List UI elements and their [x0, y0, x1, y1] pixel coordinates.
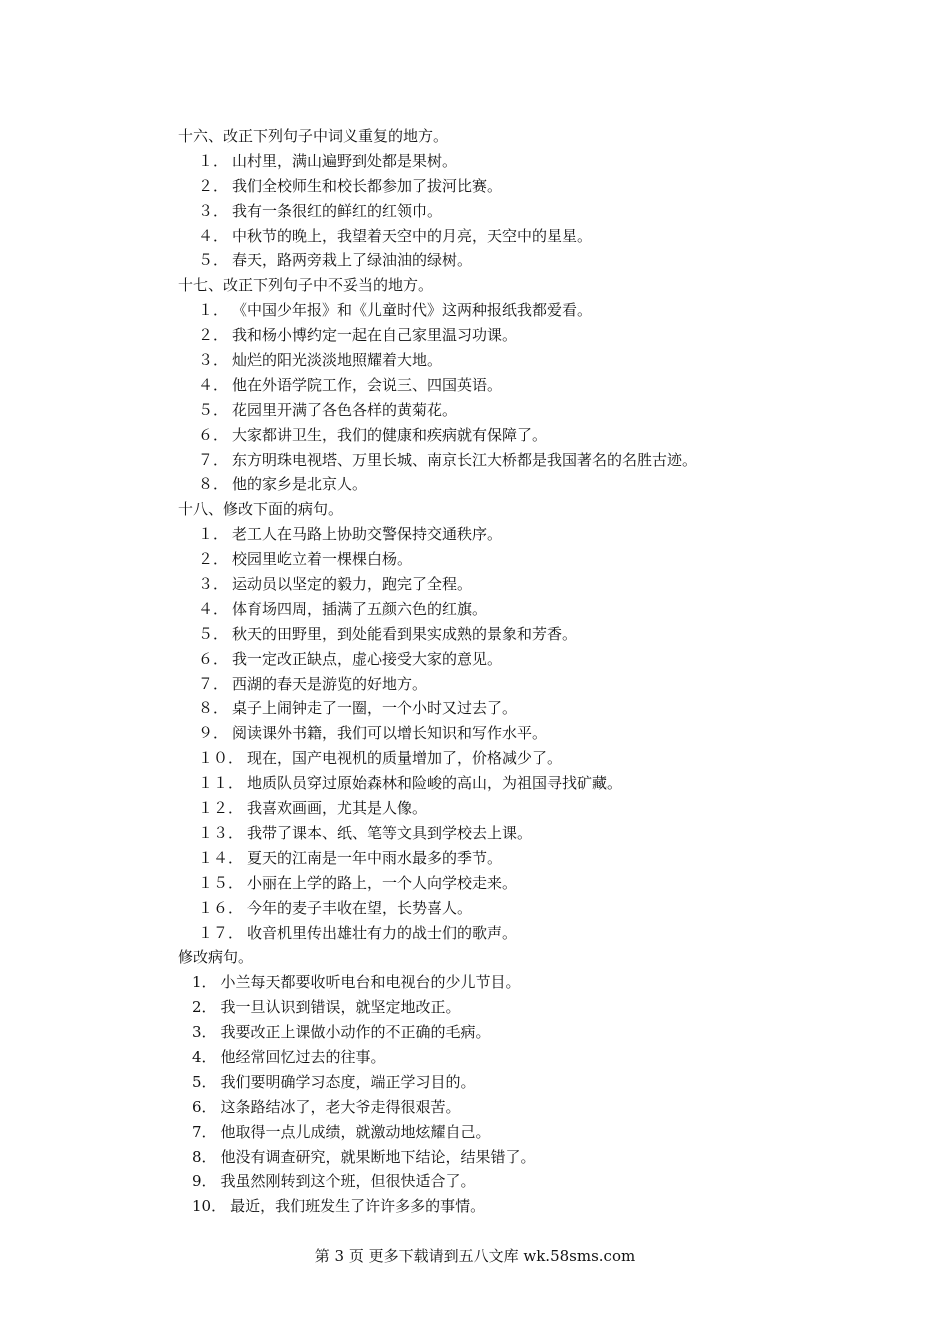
list-item: [178, 1145, 878, 1170]
list-item: [178, 224, 878, 249]
item-text: 小兰每天都要收听电台和电视台的少儿节目。: [220, 973, 521, 992]
item-number: ２．: [198, 176, 229, 195]
item-text: 我和杨小博约定一起在自己家里温习功课。: [232, 326, 518, 345]
list-item: [178, 149, 878, 174]
item-number: ７．: [198, 450, 229, 469]
item-number: １．: [198, 151, 229, 170]
list-item: [178, 423, 878, 448]
list-item: [178, 572, 878, 597]
list-item: [178, 921, 878, 946]
item-text: 校园里屹立着一棵棵白杨。: [232, 550, 413, 569]
item-text: 收音机里传出雄壮有力的战士们的歌声。: [247, 923, 518, 942]
item-text: 我有一条很红的鲜红的红领巾。: [232, 201, 443, 220]
item-text: 运动员以坚定的毅力，跑完了全程。: [232, 575, 473, 594]
item-number: １４．: [198, 848, 244, 867]
list-item: [178, 199, 878, 224]
item-number: 3．: [192, 1023, 217, 1042]
item-number: ６．: [198, 425, 229, 444]
item-text: 中秋节的晚上，我望着天空中的月亮，天空中的星星。: [232, 226, 593, 245]
item-text: 他取得一点儿成绩，就激动地炫耀自己。: [220, 1122, 491, 1141]
item-number: ２．: [198, 326, 229, 345]
list-item: [178, 1020, 878, 1045]
list-item: [178, 672, 878, 697]
item-number: ３．: [198, 351, 229, 370]
item-number: ３．: [198, 575, 229, 594]
item-text: 《中国少年报》和《儿童时代》这两种报纸我都爱看。: [232, 301, 593, 320]
item-number: １３．: [198, 823, 244, 842]
item-number: １１．: [198, 774, 244, 793]
item-number: ９．: [198, 724, 229, 743]
list-item: [178, 348, 878, 373]
item-number: １．: [198, 525, 229, 544]
item-text: 花园里开满了各色各样的黄菊花。: [232, 400, 458, 419]
item-text: 我要改正上课做小动作的不正确的毛病。: [220, 1023, 491, 1042]
list-item: [178, 547, 878, 572]
item-text: 灿烂的阳光淡淡地照耀着大地。: [232, 351, 443, 370]
list-item: [178, 1095, 878, 1120]
section-heading: 十六、改正下列句子中词义重复的地方。: [178, 127, 449, 145]
list-item: [178, 472, 878, 497]
list-item: [178, 597, 878, 622]
item-text: 桌子上闹钟走了一圈，一个小时又过去了。: [232, 699, 518, 718]
item-text: 现在，国产电视机的质量增加了，价格减少了。: [247, 749, 563, 768]
document-content: [178, 124, 878, 1219]
item-text: 东方明珠电视塔、万里长城、南京长江大桥都是我国著名的名胜古迹。: [232, 450, 698, 469]
item-number: ５．: [198, 624, 229, 643]
list-item: [178, 771, 878, 796]
list-item: [178, 846, 878, 871]
item-number: ４．: [198, 375, 229, 394]
item-text: 山村里，满山遍野到处都是果树。: [232, 151, 458, 170]
item-number: 7．: [192, 1122, 217, 1141]
list-item: [178, 622, 878, 647]
list-item: [178, 721, 878, 746]
item-text: 春天，路两旁栽上了绿油油的绿树。: [232, 251, 473, 270]
list-item: [178, 896, 878, 921]
item-text: 大家都讲卫生，我们的健康和疾病就有保障了。: [232, 425, 548, 444]
item-number: 10．: [192, 1197, 227, 1216]
item-number: ８．: [198, 475, 229, 494]
list-item: [178, 1070, 878, 1095]
item-number: 8．: [192, 1147, 217, 1166]
item-number: 6．: [192, 1097, 217, 1116]
item-text: 老工人在马路上协助交警保持交通秩序。: [232, 525, 503, 544]
item-text: 小丽在上学的路上，一个人向学校走来。: [247, 873, 518, 892]
item-text: 他的家乡是北京人。: [232, 475, 368, 494]
item-number: ７．: [198, 674, 229, 693]
item-text: 我们全校师生和校长都参加了拔河比赛。: [232, 176, 503, 195]
item-number: ４．: [198, 599, 229, 618]
list-item: [178, 871, 878, 896]
item-number: ５．: [198, 251, 229, 270]
item-number: １６．: [198, 898, 244, 917]
item-number: １０．: [198, 749, 244, 768]
item-text: 他在外语学院工作，会说三、四国英语。: [232, 375, 503, 394]
item-number: 9．: [192, 1172, 217, 1191]
item-number: ５．: [198, 400, 229, 419]
item-number: ４．: [198, 226, 229, 245]
list-item: [178, 373, 878, 398]
item-text: 最近，我们班发生了许许多多的事情。: [230, 1197, 486, 1216]
list-item: [178, 1169, 878, 1194]
item-number: １２．: [198, 799, 244, 818]
item-number: 1．: [192, 973, 217, 992]
list-item: [178, 821, 878, 846]
list-item: [178, 298, 878, 323]
list-item: [178, 995, 878, 1020]
item-text: 我们要明确学习态度，端正学习目的。: [220, 1072, 476, 1091]
section-heading: 十七、改正下列句子中不妥当的地方。: [178, 276, 434, 295]
item-text: 我一旦认识到错误，就坚定地改正。: [220, 998, 461, 1017]
item-number: １７．: [198, 923, 244, 942]
list-item: [178, 248, 878, 273]
section-heading: 十八、修改下面的病句。: [178, 500, 344, 519]
list-item: [178, 796, 878, 821]
list-item: [178, 1120, 878, 1145]
page-footer: 第 3 页 更多下载请到五八文库 wk.58sms.com: [314, 1247, 636, 1265]
item-text: 体育场四周，插满了五颜六色的红旗。: [232, 599, 488, 618]
list-item: [178, 398, 878, 423]
list-item: [178, 323, 878, 348]
item-number: ８．: [198, 699, 229, 718]
list-item: [178, 1194, 878, 1219]
item-number: １．: [198, 301, 229, 320]
list-item: [178, 647, 878, 672]
list-item: [178, 448, 878, 473]
item-number: 4．: [192, 1047, 217, 1066]
item-text: 夏天的江南是一年中雨水最多的季节。: [247, 848, 503, 867]
item-text: 地质队员穿过原始森林和险峻的高山，为祖国寻找矿藏。: [247, 774, 623, 793]
section-heading: 修改病句。: [178, 948, 254, 967]
item-number: 5．: [192, 1072, 217, 1091]
item-text: 秋天的田野里，到处能看到果实成熟的景象和芳香。: [232, 624, 578, 643]
item-number: １５．: [198, 873, 244, 892]
list-item: [178, 174, 878, 199]
item-text: 我喜欢画画，尤其是人像。: [247, 799, 428, 818]
list-item: [178, 970, 878, 995]
item-text: 我带了课本、纸、笔等文具到学校去上课。: [247, 823, 533, 842]
item-text: 西湖的春天是游览的好地方。: [232, 674, 428, 693]
item-text: 这条路结冰了，老大爷走得很艰苦。: [220, 1097, 461, 1116]
list-item: [178, 746, 878, 771]
item-text: 我一定改正缺点，虚心接受大家的意见。: [232, 649, 503, 668]
list-item: [178, 696, 878, 721]
item-number: ２．: [198, 550, 229, 569]
item-text: 阅读课外书籍，我们可以增长知识和写作水平。: [232, 724, 548, 743]
item-number: ６．: [198, 649, 229, 668]
item-text: 今年的麦子丰收在望，长势喜人。: [247, 898, 473, 917]
item-number: ３．: [198, 201, 229, 220]
item-text: 他没有调查研究，就果断地下结论，结果错了。: [220, 1147, 536, 1166]
item-text: 我虽然刚转到这个班，但很快适合了。: [220, 1172, 476, 1191]
list-item: [178, 522, 878, 547]
item-number: 2．: [192, 998, 217, 1017]
item-text: 他经常回忆过去的往事。: [220, 1047, 386, 1066]
list-item: [178, 1045, 878, 1070]
